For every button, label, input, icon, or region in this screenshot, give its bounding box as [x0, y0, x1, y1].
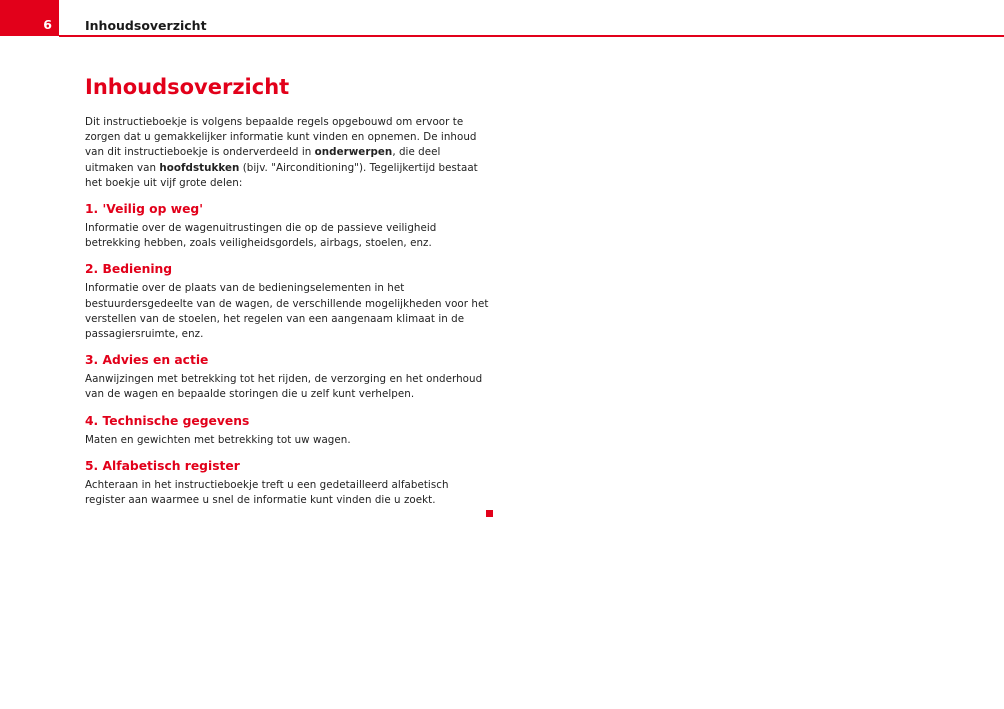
section-heading: 5. Alfabetisch register [85, 458, 240, 473]
intro-paragraph [85, 115, 490, 191]
intro-bold-topics: onderwerpen [314, 146, 393, 159]
section-operation [85, 261, 490, 342]
section-advice [85, 352, 490, 402]
page-tab [0, 0, 59, 36]
page-title: Inhoudsoverzicht [85, 75, 290, 99]
section-heading: 4. Technische gegevens [85, 413, 250, 428]
section-text: Maten en gewichten met betrekking tot uw wagen. [85, 433, 351, 446]
section-index [85, 458, 490, 508]
section-heading: 2. Bediening [85, 262, 173, 277]
section-heading: 3. Advies en actie [85, 353, 209, 368]
section-heading: 1. 'Veilig op weg' [85, 202, 203, 217]
section-text: Informatie over de plaats van de bedieningselementen in het bestuurdersgedeelte van de wagen, de verschillende mogelijkheden voor het verstellen van de stoelen, het regelen van een aangenaam klimaat in de passagiersruimte, enz. [85, 282, 489, 341]
intro-text-part3: (bijv. "Airconditioning"). Tegelijkertijd bestaat het boekje uit vijf grote delen: [85, 161, 478, 189]
intro-text-part1: Dit instructieboekje is volgens bepaalde regels opgebouwd om ervoor te zorgen dat u gemakkelijker informatie kunt vinden en opnemen. De inhoud van dit instructieboekje is onderverdeeld in [85, 116, 477, 159]
intro-bold-chapters: hoofdstukken [159, 161, 240, 174]
page-number: 6 [43, 17, 52, 32]
section-safety [85, 201, 490, 251]
intro-text-part2: , die deel uitmaken van [85, 146, 441, 174]
section-text: Achteraan in het instructieboekje treft u een gedetailleerd alfabetisch register aan waarmee u snel de informatie kunt vinden die u zoekt. [85, 478, 449, 507]
running-header-title: Inhoudsoverzicht [85, 18, 207, 33]
section-technical-data [85, 413, 490, 448]
main-content [85, 74, 490, 508]
section-text: Informatie over de wagenuitrustingen die op de passieve veiligheid betrekking hebben, zoals veiligheidsgordels, airbags, stoelen, enz. [85, 222, 437, 250]
header-divider [59, 35, 1004, 37]
end-of-section-marker [486, 510, 493, 517]
section-text: Aanwijzingen met betrekking tot het rijden, de verzorging en het onderhoud van de wagen en bepaalde storingen die u zelf kunt verhelpen. [85, 373, 483, 401]
